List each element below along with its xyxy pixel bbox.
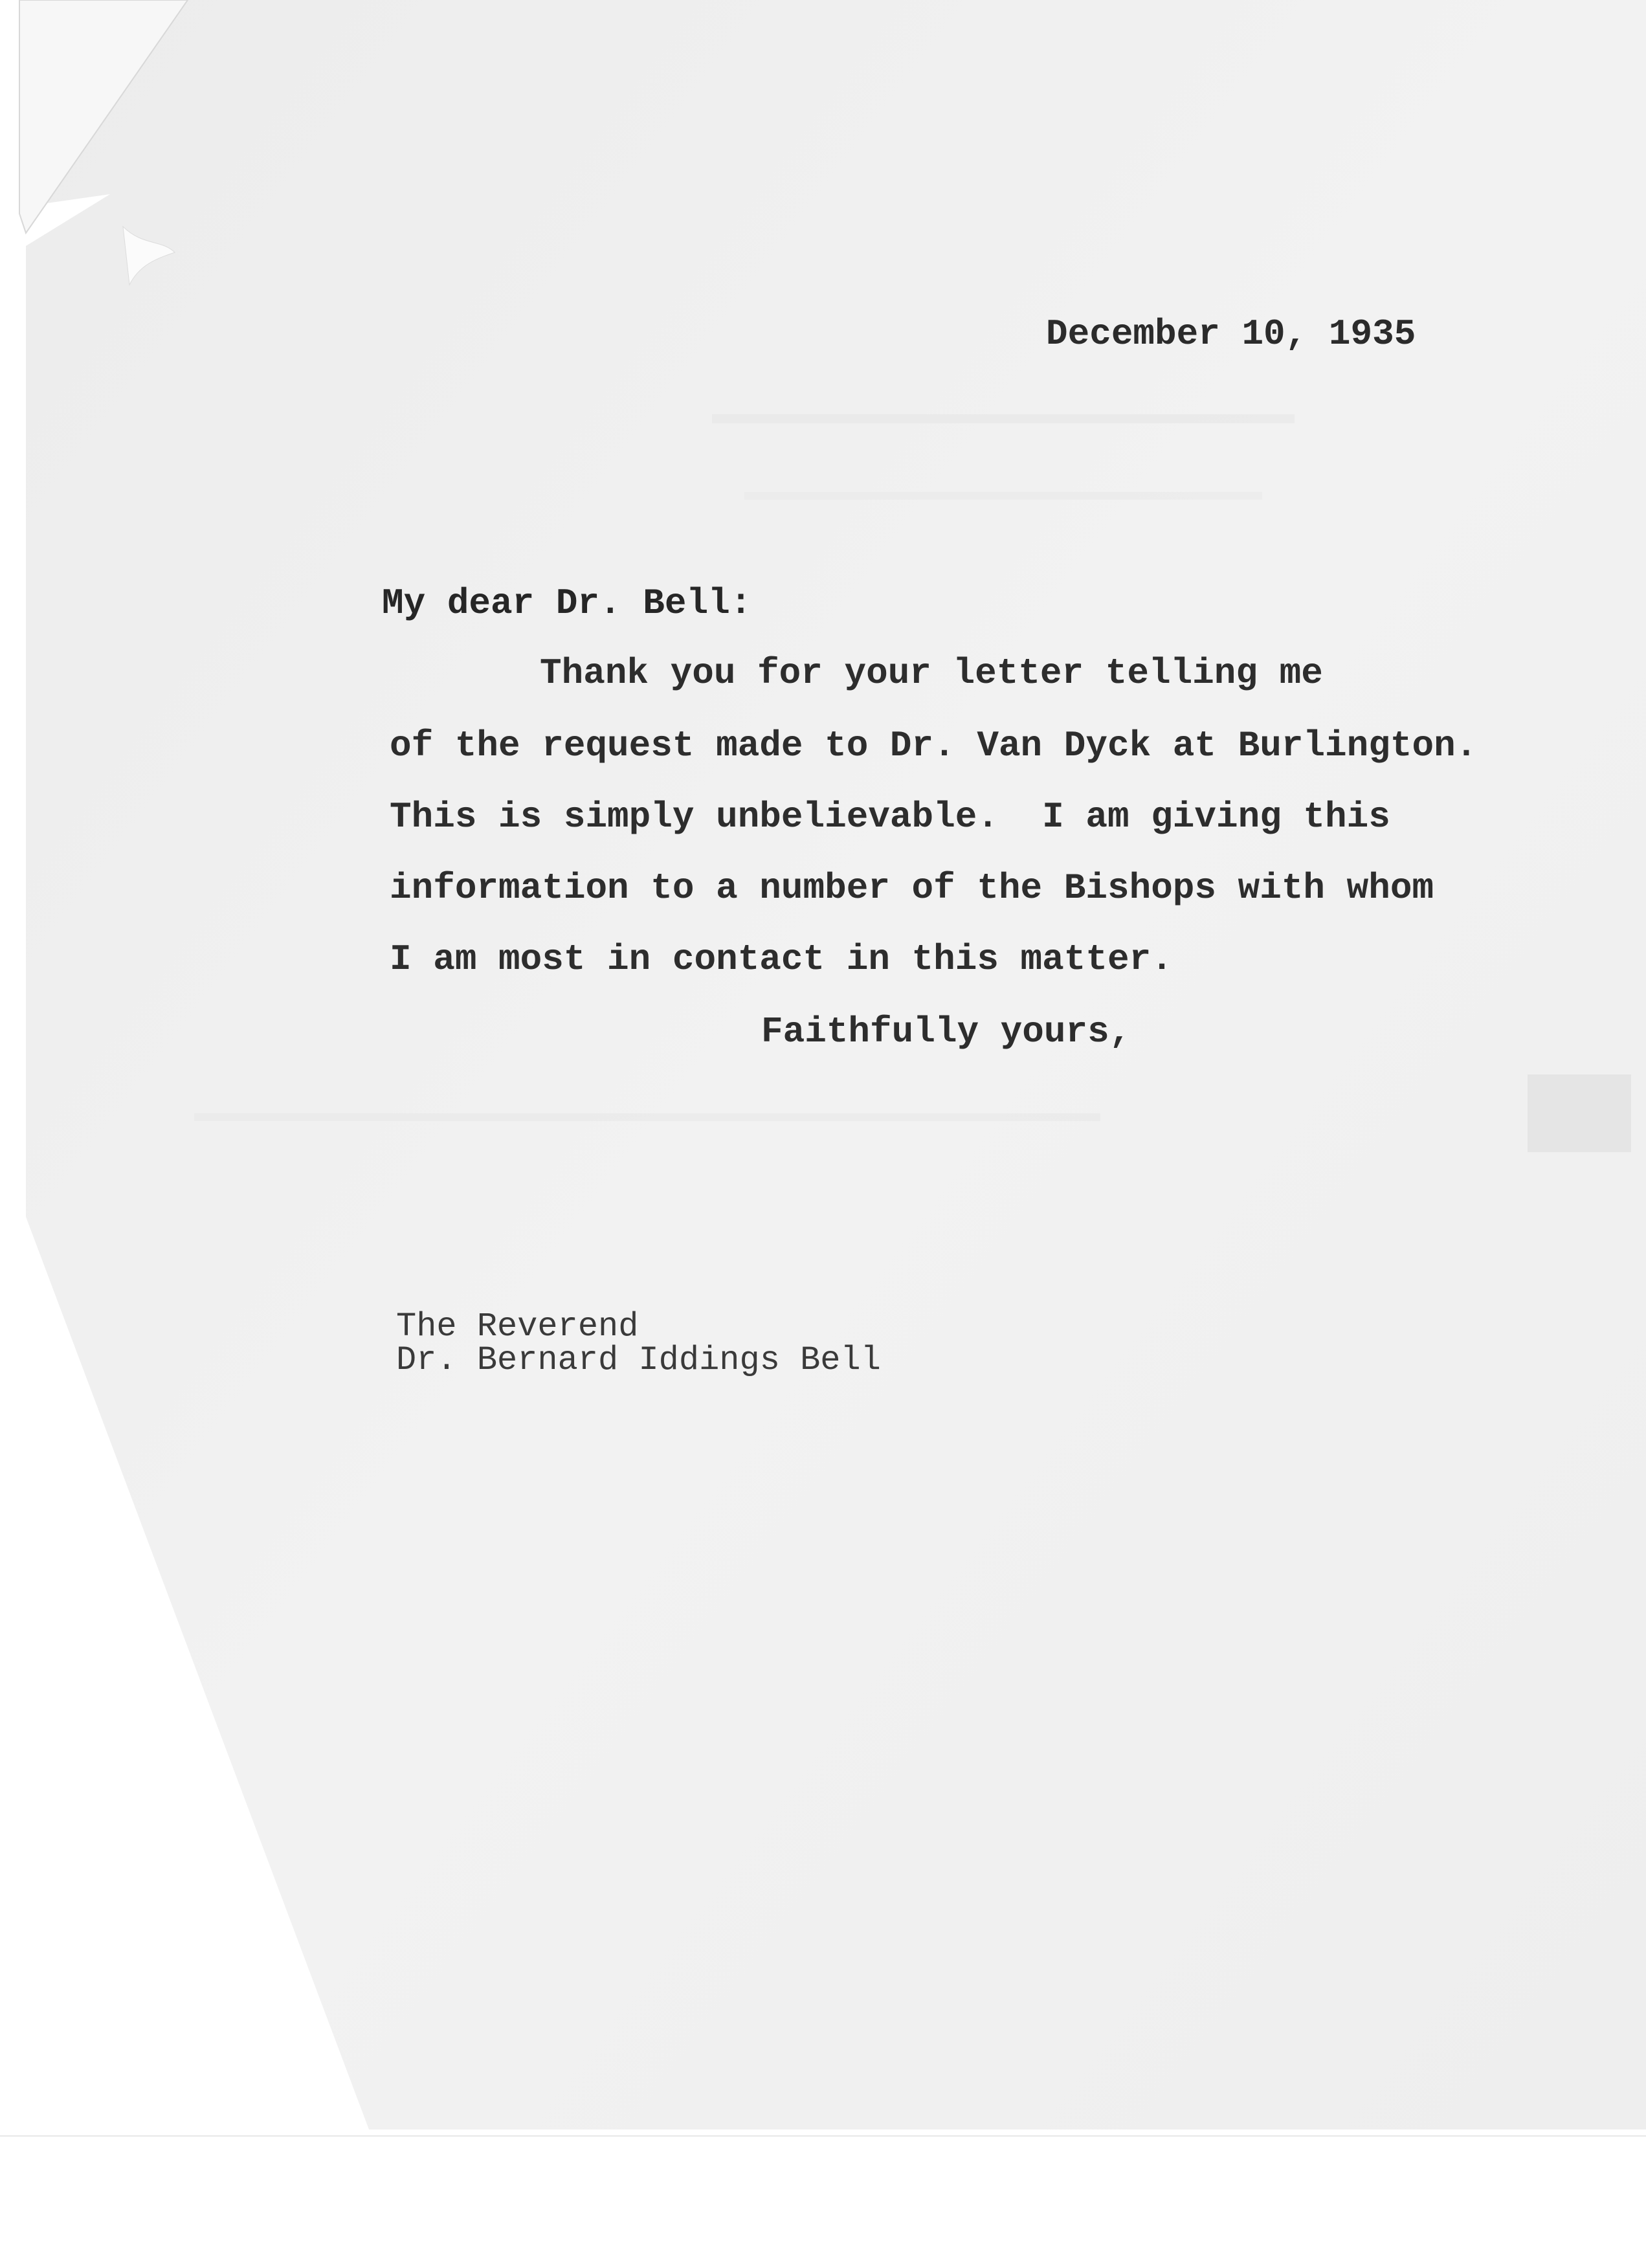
body-line-5: I am most in contact in this matter. [390,939,1173,980]
letter-salutation: My dear Dr. Bell: [382,583,752,624]
letter-closing: Faithfully yours, [761,1011,1131,1052]
show-through-1 [712,414,1295,423]
addressee-title: The Reverend [396,1307,639,1346]
show-through-2 [744,492,1262,500]
body-line-1: Thank you for your letter telling me [540,652,1323,694]
letter-date: December 10, 1935 [1046,313,1416,355]
show-through-3 [194,1113,1100,1121]
body-line-4: information to a number of the Bishops with whom [390,867,1434,909]
show-through-4 [1528,1074,1631,1152]
body-line-3: This is simply unbelievable. I am giving this [390,796,1390,838]
addressee-name: Dr. Bernard Iddings Bell [396,1341,881,1379]
body-line-2: of the request made to Dr. Van Dyck at Burlington. [390,725,1478,766]
